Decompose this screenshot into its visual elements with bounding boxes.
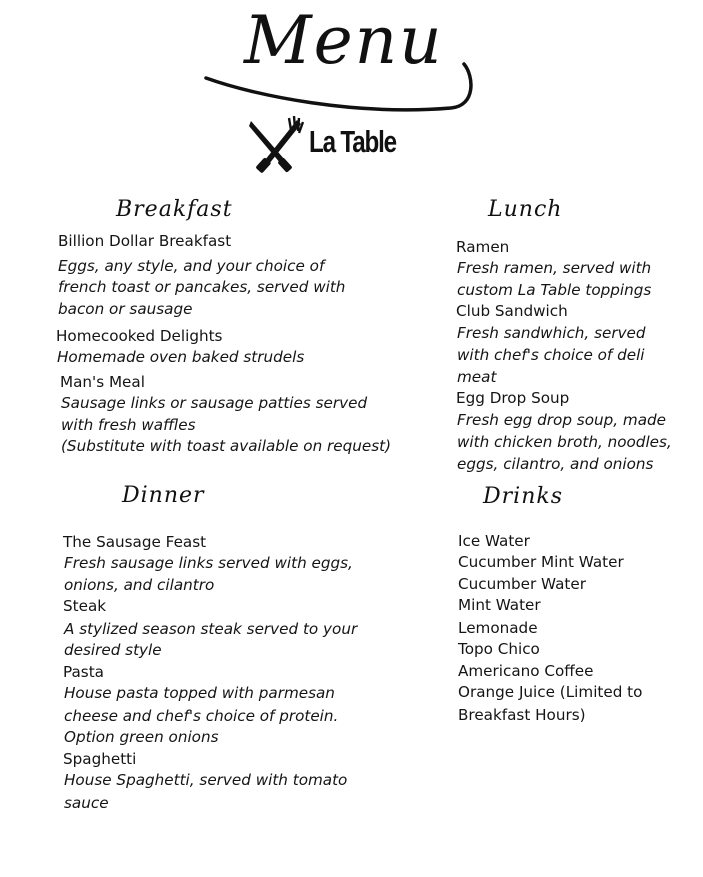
drink-item: Ice Water [458, 532, 530, 550]
breakfast-item-name: Man's Meal [60, 373, 145, 391]
brand-name: La Table [309, 124, 396, 159]
drink-item: Topo Chico [458, 640, 540, 658]
drink-item: Cucumber Water [458, 575, 586, 593]
lunch-item-desc: Fresh sandwhich, served [457, 324, 646, 342]
breakfast-item-desc: french toast or pancakes, served with [58, 278, 346, 296]
lunch-item-desc: custom La Table toppings [457, 281, 652, 299]
dinner-item-desc: House Spaghetti, served with tomato [64, 771, 348, 789]
breakfast-item-desc: with fresh waffles [61, 416, 196, 434]
lunch-item-name: Egg Drop Soup [456, 389, 570, 407]
crossed-knife-fork-icon [245, 116, 305, 174]
section-title-breakfast: Breakfast [116, 197, 233, 222]
dinner-item-desc: cheese and chef's choice of protein. [64, 707, 339, 725]
dinner-item-desc: House pasta topped with parmesan [64, 684, 335, 702]
dinner-item-name: Spaghetti [63, 750, 137, 768]
breakfast-item-name: Billion Dollar Breakfast [58, 232, 232, 250]
dinner-item-name: Pasta [63, 663, 104, 681]
dinner-item-desc: desired style [64, 641, 162, 659]
dinner-item-name: The Sausage Feast [63, 533, 207, 551]
section-title-lunch: Lunch [488, 197, 563, 222]
dinner-item-desc: Fresh sausage links served with eggs, [64, 554, 353, 572]
section-title-drinks: Drinks [483, 484, 563, 509]
menu-title: Menu [244, 2, 444, 79]
breakfast-item-desc: Homemade oven baked strudels [57, 348, 305, 366]
lunch-item-desc: with chef's choice of deli [457, 346, 645, 364]
breakfast-item-desc: (Substitute with toast available on request) [61, 437, 392, 455]
lunch-item-desc: Fresh egg drop soup, made [457, 411, 666, 429]
drink-item: Cucumber Mint Water [458, 553, 624, 571]
lunch-item-desc: eggs, cilantro, and onions [457, 455, 654, 473]
breakfast-item-desc: Eggs, any style, and your choice of [58, 257, 325, 275]
breakfast-item-desc: Sausage links or sausage patties served [61, 394, 368, 412]
breakfast-item-name: Homecooked Delights [56, 327, 223, 345]
dinner-item-desc: Option green onions [64, 728, 219, 746]
lunch-item-desc: with chicken broth, noodles, [457, 433, 672, 451]
lunch-item-name: Ramen [456, 238, 510, 256]
drink-item: Americano Coffee [458, 662, 594, 680]
lunch-item-name: Club Sandwich [456, 302, 568, 320]
lunch-item-desc: meat [457, 368, 497, 386]
section-title-dinner: Dinner [122, 483, 205, 508]
dinner-item-desc: onions, and cilantro [64, 576, 215, 594]
dinner-item-desc: A stylized season steak served to your [64, 620, 358, 638]
lunch-item-desc: Fresh ramen, served with [457, 259, 652, 277]
dinner-item-desc: sauce [64, 794, 109, 812]
drink-item: Mint Water [458, 596, 541, 614]
dinner-item-name: Steak [63, 597, 107, 615]
drink-item: Lemonade [458, 619, 538, 637]
breakfast-item-desc: bacon or sausage [58, 300, 193, 318]
drink-item: Orange Juice (Limited to [458, 683, 643, 701]
drink-item: Breakfast Hours) [458, 706, 586, 724]
